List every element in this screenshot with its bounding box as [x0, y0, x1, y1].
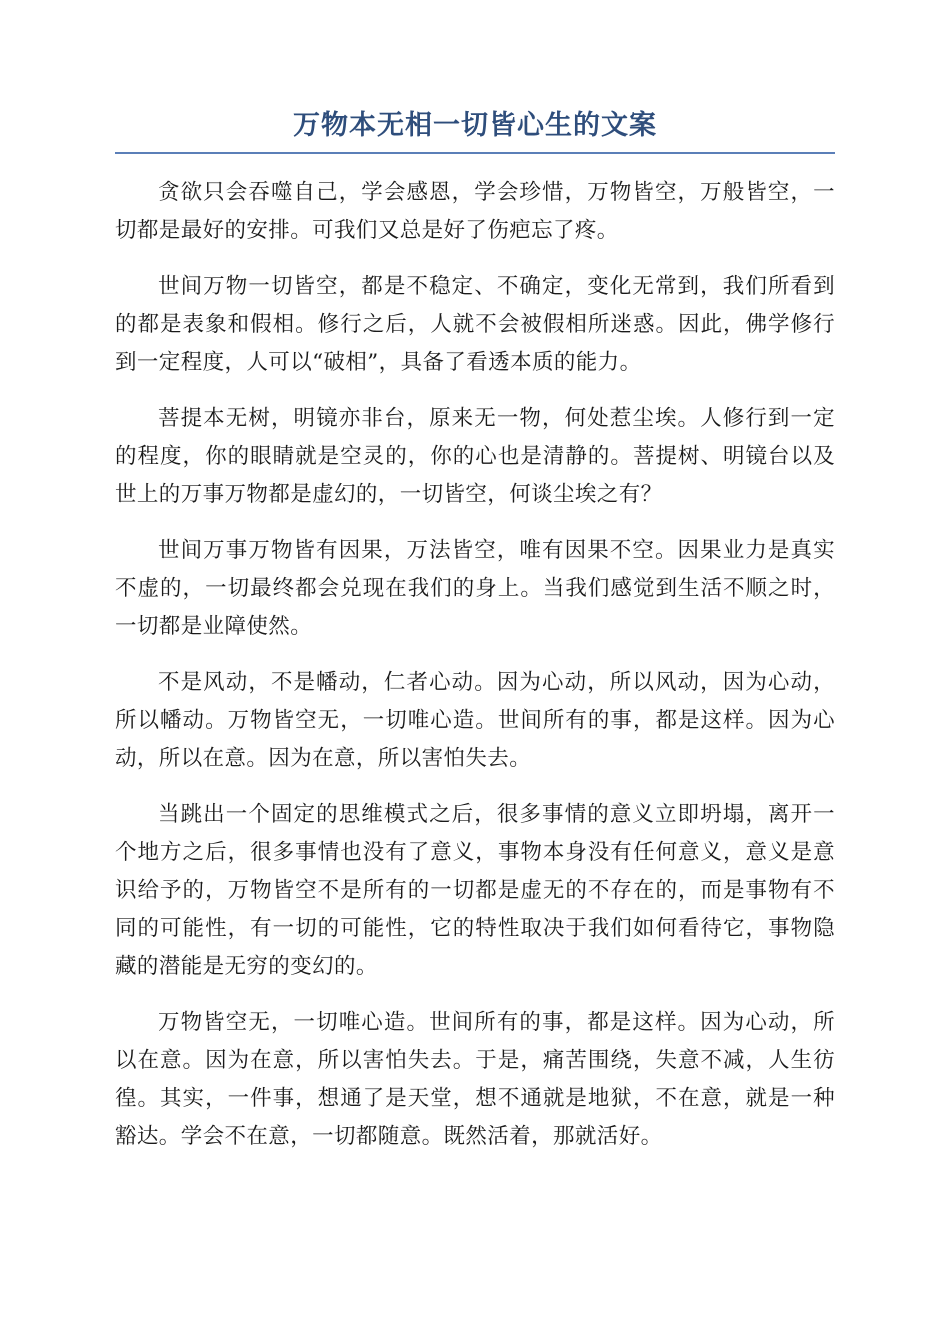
document-title: 万物本无相一切皆心生的文案 — [293, 110, 657, 141]
paragraph-2: 世间万物一切皆空，都是不稳定、不确定，变化无常到，我们所看到的都是表象和假相。修行之后，人就不会被假相所迷惑。因此，佛学修行到一定程度，人可以“破相”，具备了看透本质的能力。 — [115, 274, 835, 375]
title-underline — [115, 152, 835, 154]
paragraph-1: 贪欲只会吞噬自己，学会感恩，学会珍惜，万物皆空，万般皆空，一切都是最好的安排。可我们又总是好了伤疤忘了疼。 — [115, 180, 835, 243]
paragraph-6: 当跳出一个固定的思维模式之后，很多事情的意义立即坍塌，离开一个地方之后，很多事情也没有了意义，事物本身没有任何意义，意义是意识给予的，万物皆空不是所有的一切都是虚无的不存在的，而是事物有不同的可能性，有一切的可能性，它的特性取决于我们如何看待它，事物隐藏的潜能是无穷的变幻的。 — [115, 802, 835, 979]
paragraph-7: 万物皆空无，一切唯心造。世间所有的事，都是这样。因为心动，所以在意。因为在意，所以害怕失去。于是，痛苦围绕，失意不减，人生彷徨。其实，一件事，想通了是天堂，想不通就是地狱，不在意，就是一种豁达。学会不在意，一切都随意。既然活着，那就活好。 — [115, 1010, 835, 1149]
paragraph-3: 菩提本无树，明镜亦非台，原来无一物，何处惹尘埃。人修行到一定的程度，你的眼睛就是空灵的，你的心也是清静的。菩提树、明镜台以及世上的万事万物都是虚幻的，一切皆空，何谈尘埃之有？ — [115, 406, 835, 507]
paragraph-5: 不是风动，不是幡动，仁者心动。因为心动，所以风动，因为心动，所以幡动。万物皆空无，一切唯心造。世间所有的事，都是这样。因为心动，所以在意。因为在意，所以害怕失去。 — [115, 670, 835, 771]
document-page — [115, 104, 835, 1174]
paragraph-4: 世间万事万物皆有因果，万法皆空，唯有因果不空。因果业力是真实不虚的，一切最终都会兑现在我们的身上。当我们感觉到生活不顺之时，一切都是业障使然。 — [115, 538, 835, 639]
